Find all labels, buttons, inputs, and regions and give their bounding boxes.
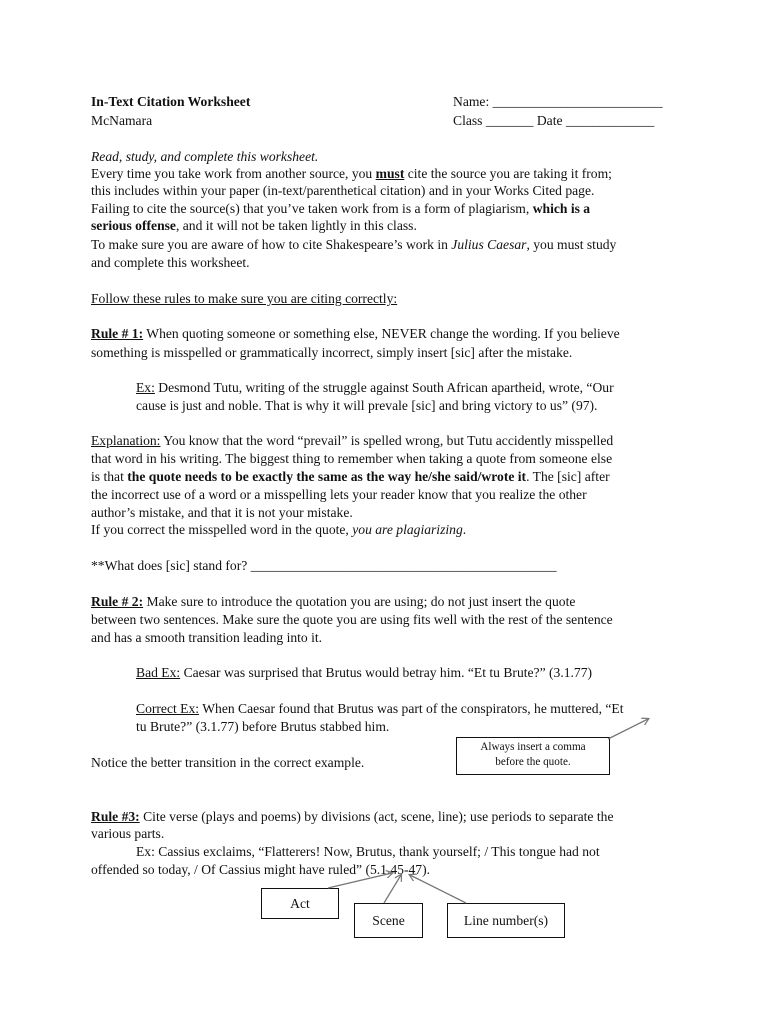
rule1-example-line-1: Ex: Desmond Tutu, writing of the struggle against South African apartheid, wrote, “Our [136,380,614,395]
scene-box: Scene [354,903,423,938]
class-blank[interactable]: _______ [485,113,534,128]
date-label: Date [536,113,563,128]
explanation-label: Explanation: [91,433,161,448]
rule1-line-1: Rule # 1: When quoting someone or something else, NEVER change the wording. If you believe [91,326,620,341]
act-box: Act [261,888,339,919]
intro-line-6: and complete this worksheet. [91,255,250,270]
rule3-line-2: various parts. [91,826,165,841]
explanation-line-2: that word in his writing. The biggest thing to remember when taking a quote from someone else [91,451,613,466]
notice-text: Notice the better transition in the correct example. [91,755,365,770]
rule2-line-3: and has a smooth transition leading into it. [91,630,323,645]
must-emphasis: must [375,166,405,181]
intro-line-3: Failing to cite the source(s) that you’ve taken work from is a form of plagiarism, which is a [91,201,591,216]
explanation-line-5: author’s mistake, and that it is not your mistake. [91,505,353,520]
rule2-line-2: between two sentences. Make sure the quote you are using fits well with the rest of the sentence [91,612,613,627]
intro-line-4: serious offense, and it will not be taken lightly in this class. [91,218,417,233]
instruction-text: Read, study, and complete this worksheet. [91,149,319,164]
intro-line-2: this includes within your paper (in-text/parenthetical citation) and in your Works Cited page. [91,183,595,198]
date-blank[interactable]: _____________ [565,113,655,128]
bad-example: Bad Ex: Caesar was surprised that Brutus would betray him. “Et tu Brute?” (3.1.77) [136,665,593,680]
rule2-label: Rule # 2: [91,594,144,609]
follow-rules-heading: Follow these rules to make sure you are citing correctly: [91,291,398,306]
rule1-line-2: something is misspelled or grammatically incorrect, simply insert [sic] after the mistake. [91,345,573,360]
rule3-example-line-1: Ex: Cassius exclaims, “Flatterers! Now, Brutus, thank yourself; / This tongue had not [136,844,600,859]
line-numbers-arrow [410,875,466,903]
sic-question: **What does [sic] stand for? _____________________________________________ [91,558,557,573]
worksheet-title: In-Text Citation Worksheet [91,94,251,109]
intro-line-1: Every time you take work from another source, you must cite the source you are taking it from; [91,166,612,181]
name-label: Name: [453,94,490,109]
author-name: McNamara [91,113,153,128]
comma-note-box: Always insert a comma before the quote. [456,737,610,775]
rule1-example-line-2: cause is just and noble. That is why it will prevale [sic] and bring victory to us” (97). [136,398,598,413]
intro-line-5: To make sure you are aware of how to cite Shakespeare’s work in Julius Caesar, you must study [91,237,617,252]
scene-arrow [384,875,401,903]
name-blank[interactable]: _________________________ [492,94,663,109]
rule1-label: Rule # 1: [91,326,144,341]
correct-example-line-1: Correct Ex: When Caesar found that Brutus was part of the conspirators, he muttered, “Et [136,701,624,716]
correct-example-line-2: tu Brute?” (3.1.77) before Brutus stabbed him. [136,719,390,734]
class-label: Class [453,113,483,128]
rule2-line-1: Rule # 2: Make sure to introduce the quotation you are using; do not just insert the quote [91,594,576,609]
sic-answer-blank[interactable]: _____________________________________________ [250,558,557,573]
explanation-line-6: If you correct the misspelled word in the quote, you are plagiarizing. [91,522,467,537]
explanation-line-1: Explanation: You know that the word “prevail” is spelled wrong, but Tutu accidently misspelled [91,433,614,448]
rule3-label: Rule #3: [91,809,140,824]
explanation-line-3: is that the quote needs to be exactly the same as the way he/she said/wrote it. The [sic] after [91,469,610,484]
comma-arrow [608,719,648,739]
rule3-example-line-2: offended so today, / Of Cassius might have ruled” (5.1.45-47). [91,862,431,877]
line-numbers-box: Line number(s) [447,903,565,938]
rule3-line-1: Rule #3: Cite verse (plays and poems) by divisions (act, scene, line); use periods to separate the [91,809,614,824]
act-arrow [328,873,392,888]
explanation-line-4: the incorrect use of a word or a misspelling lets your reader know that you realize the other [91,487,587,502]
